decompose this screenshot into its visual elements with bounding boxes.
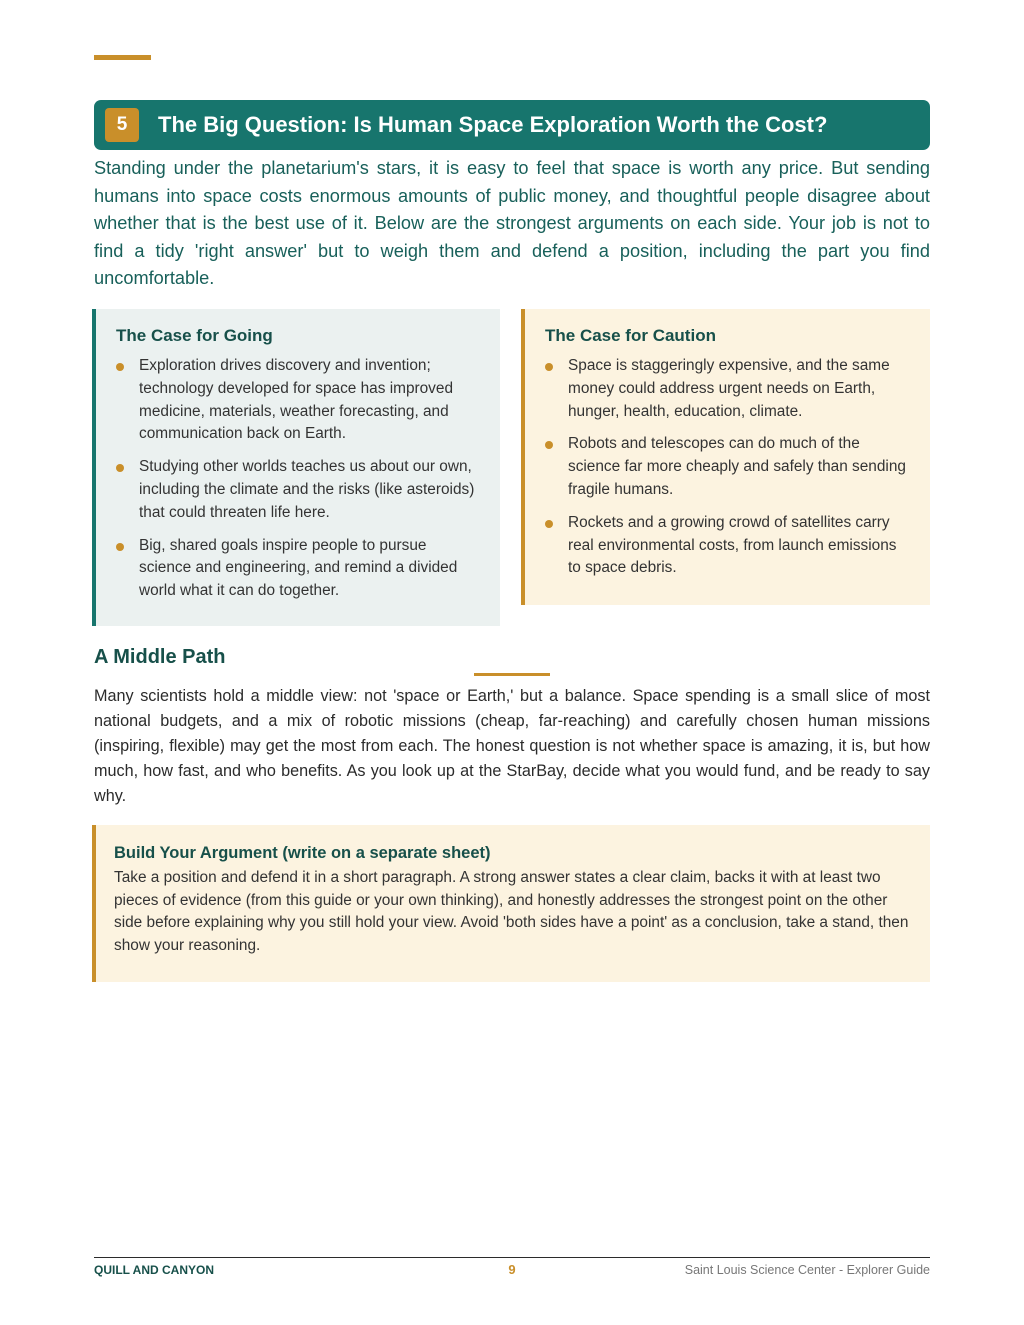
middle-path-heading: A Middle Path: [94, 646, 226, 668]
section-title: The Big Question: Is Human Space Exploration Worth the Cost?: [158, 112, 828, 137]
footer-publisher: QUILL AND CANYON: [94, 1263, 214, 1277]
case-for-caution-list: [545, 355, 910, 580]
list-item-text: Exploration drives discovery and invention; technology developed for space has improved medicine, materials, weather forecasting, and communication back on Earth.: [139, 357, 453, 443]
bullet-dot-icon: [545, 520, 553, 528]
bullet-dot-icon: [545, 363, 553, 371]
intro-paragraph: Standing under the planetarium's stars, it is easy to feel that space is worth any price. But sending humans into space costs enormous amounts of public money, and thoughtful people disagree about whether that is the best use of it. Below are the strongest arguments on each side. Your job is not to find a tidy 'right answer' but to weigh them and defend a position, including the part you find uncomfortable.: [94, 158, 930, 288]
list-item: [116, 535, 480, 603]
bullet-dot-icon: [545, 441, 553, 449]
callout-body: Take a position and defend it in a short paragraph. A strong answer states a clear claim, backs it with at least two pieces of evidence (from this guide or your own thinking), and honestly addresses the strongest point on the other side before explaining why you still hold your view. Avoid 'both sides have a point' as a conclusion, take a stand, then show your reasoning.: [114, 869, 909, 954]
bullet-dot-icon: [116, 543, 124, 551]
bullet-dot-icon: [116, 464, 124, 472]
build-argument-callout: [92, 825, 930, 982]
list-item: [116, 355, 480, 446]
page-number: 9: [508, 1262, 516, 1277]
case-for-going-card: [92, 309, 500, 626]
list-item: [545, 512, 910, 580]
section-header: [94, 100, 930, 150]
top-accent-rule: [94, 55, 151, 60]
section-number-badge: 5: [105, 108, 139, 142]
list-item-text: Robots and telescopes can do much of the science far more cheaply and safely than sending fragile humans.: [568, 435, 906, 498]
case-for-going-title: The Case for Going: [116, 326, 273, 345]
case-for-caution-title: The Case for Caution: [545, 326, 716, 345]
list-item: [545, 433, 910, 501]
middle-path-paragraph: Many scientists hold a middle view: not 'space or Earth,' but a balance. Space spending is a small slice of most national budgets, and a mix of robotic missions (cheap, far-reaching) and carefully chosen human missions (inspiring, flexible) may get the most from each. The honest question is not whether space is amazing, it is, but how much, how fast, and who benefits. As you look up at the StarBay, decide what you would fund, and be ready to say why.: [94, 687, 930, 805]
list-item: [116, 456, 480, 524]
footer-guide-title: Saint Louis Science Center - Explorer Guide: [684, 1263, 930, 1277]
list-item-text: Studying other worlds teaches us about our own, including the climate and the risks (like asteroids) that could threaten life here.: [139, 458, 475, 521]
callout-title: Build Your Argument (write on a separate sheet): [114, 844, 491, 862]
case-for-going-list: [116, 355, 480, 603]
middle-divider-rule: [474, 673, 550, 676]
list-item-text: Rockets and a growing crowd of satellites carry real environmental costs, from launch emissions to space debris.: [568, 513, 897, 577]
list-item-text: Space is staggeringly expensive, and the same money could address urgent needs on Earth, hunger, health, education, climate.: [568, 357, 890, 420]
list-item: [545, 355, 910, 423]
footer-rule: [94, 1257, 930, 1258]
list-item-text: Big, shared goals inspire people to pursue science and engineering, and remind a divided world what it can do together.: [139, 536, 458, 600]
bullet-dot-icon: [116, 363, 124, 371]
case-for-caution-card: [521, 309, 930, 605]
